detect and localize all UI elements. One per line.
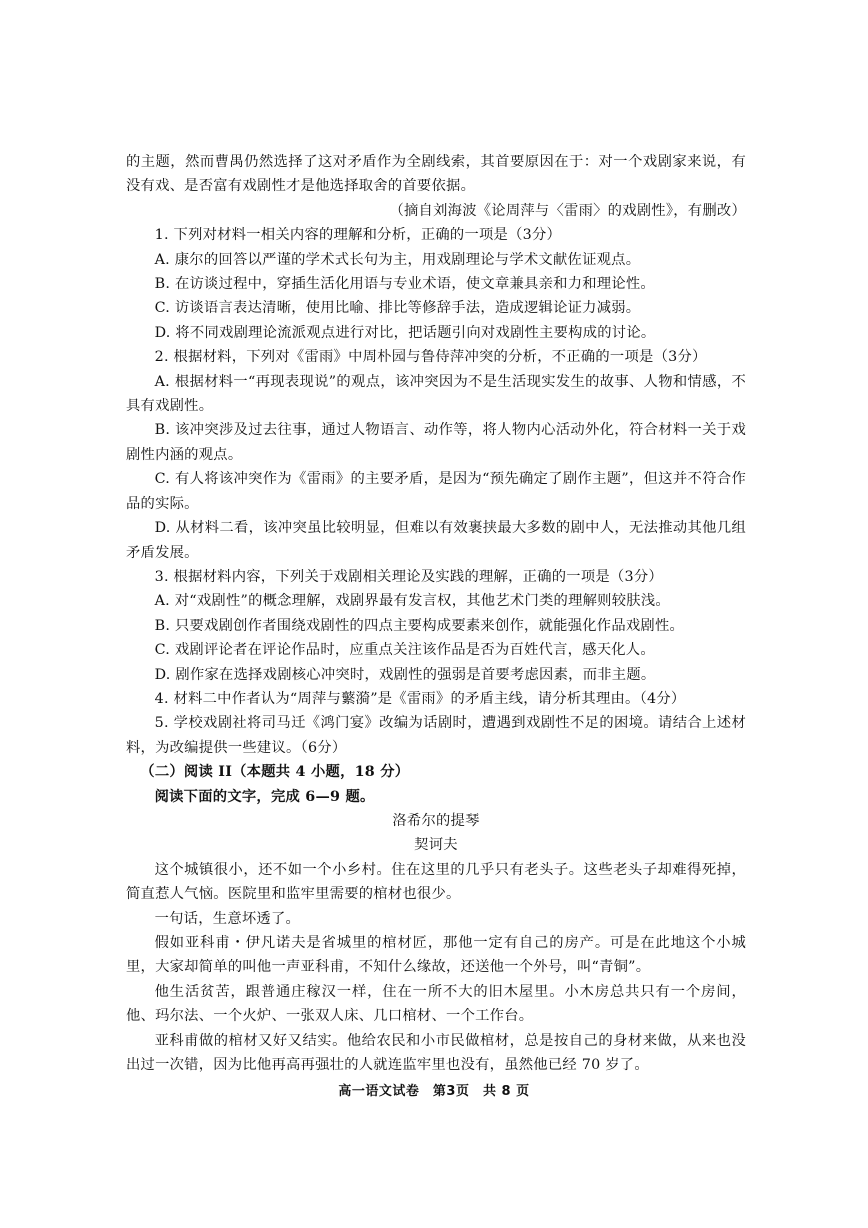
story-paragraph-2: 一句话，生意坏透了。: [154, 910, 301, 927]
question-2-option-b: B. 该冲突涉及过去往事，通过人物语言、动作等，将人物内心活动外化，符合材料一关于戏剧性内涵的观点。: [126, 422, 746, 463]
story-title: 洛希尔的提琴: [392, 812, 480, 829]
intro-paragraph: 的主题，然而曹禺仍然选择了这对矛盾作为全剧线索，其首要原因在于：对一个戏剧家来说，有没有戏、是否富有戏剧性才是他选择取舍的首要依据。: [126, 154, 746, 195]
question-2-option-d: D. 从材料二看，该冲突虽比较明显，但难以有效裹挟最大多数的剧中人，无法推动其他几组矛盾发展。: [126, 520, 746, 561]
question-2-option-c: C. 有人将该冲突作为《雷雨》的主要矛盾，是因为“预先确定了剧作主题”，但这并不符合作品的实际。: [126, 471, 746, 512]
question-3-option-a: A. 对“戏剧性”的概念理解，戏剧界最有发言权，其他艺术门类的理解则较肤浅。: [154, 593, 670, 610]
question-1-option-d: D. 将不同戏剧理论流派观点进行对比，把话题引向对戏剧性主要构成的讨论。: [154, 324, 656, 341]
story-paragraph-1: 这个城镇很小，还不如一个小乡村。住在这里的几乎只有老头子。这些老头子却难得死掉，简直惹人气恼。医院里和监牢里需要的棺材也很少。: [126, 861, 746, 903]
question-3-stem: 3. 根据材料内容，下列关于戏剧相关理论及实践的理解，正确的一项是（3分）: [154, 568, 663, 585]
page-content: [126, 150, 746, 1077]
question-2-option-a: A. 根据材料一“再现表现说”的观点，该冲突因为不是生活现实发生的故事、人物和情感，不具有戏剧性。: [126, 373, 746, 415]
story-paragraph-3: 假如亚科甫・伊凡诺夫是省城里的棺材匠，那他一定有自己的房产。可是在此地这个小城里，大家却简单的叫他一声亚科甫，不知什么缘故，还送他一个外号，叫“青铜”。: [126, 935, 746, 976]
section-2-instruction: 阅读下面的文字，完成 6—9 题。: [154, 788, 375, 805]
question-3-option-c: C. 戏剧评论者在评论作品时，应重点关注该作品是否为百姓代言，感天化人。: [154, 642, 655, 659]
question-1-option-b: B. 在访谈过程中，穿插生活化用语与专业术语，使文章兼具亲和力和理论性。: [154, 276, 655, 293]
question-2-stem: 2. 根据材料，下列对《雷雨》中周朴园与鲁侍萍冲突的分析，不正确的一项是（3分）: [154, 349, 707, 366]
question-5: 5. 学校戏剧社将司马迁《鸿门宴》改编为话剧时，遭遇到戏剧性不足的困境。请结合上述材料，为改编提供一些建议。（6分）: [126, 715, 746, 756]
story-paragraph-4: 他生活贫苦，跟普通庄稼汉一样，住在一所不大的旧木屋里。小木房总共只有一个房间，他、玛尔法、一个火炉、一张双人床、几口棺材、一个工作台。: [126, 983, 746, 1025]
source-citation: （摘自刘海波《论周萍与〈雷雨〉的戏剧性》，有删改）: [389, 202, 746, 219]
question-4: 4. 材料二中作者认为“周萍与蘩漪”是《雷雨》的矛盾主线，请分析其理由。（4分）: [154, 690, 686, 707]
question-3-option-b: B. 只要戏剧创作者围绕戏剧性的四点主要构成要素来创作，就能强化作品戏剧性。: [154, 617, 685, 634]
question-1-option-a: A. 康尔的回答以严谨的学术式长句为主，用戏剧理论与学术文献佐证观点。: [154, 251, 641, 268]
story-paragraph-5: 亚科甫做的棺材又好又结实。他给农民和小市民做棺材，总是按自己的身材来做，从来也没出过一次错，因为比他再高再强壮的人就连监牢里也没有，虽然他已经 70 岁了。: [126, 1032, 746, 1074]
question-1-option-c: C. 访谈语言表达清晰，使用比喻、排比等修辞手法，造成逻辑论证力减弱。: [154, 300, 641, 317]
story-author: 契诃夫: [414, 837, 458, 854]
section-2-heading: （二）阅读 II（本题共 4 小题，18 分）: [140, 764, 410, 781]
question-3-option-d: D. 剧作家在选择戏剧核心冲突时，戏剧性的强弱是首要考虑因素，而非主题。: [154, 666, 656, 683]
question-1-stem: 1. 下列对材料一相关内容的理解和分析，正确的一项是（3分）: [154, 227, 562, 244]
page-footer: 高一语文试卷 第3页 共 8 页: [338, 1084, 530, 1099]
